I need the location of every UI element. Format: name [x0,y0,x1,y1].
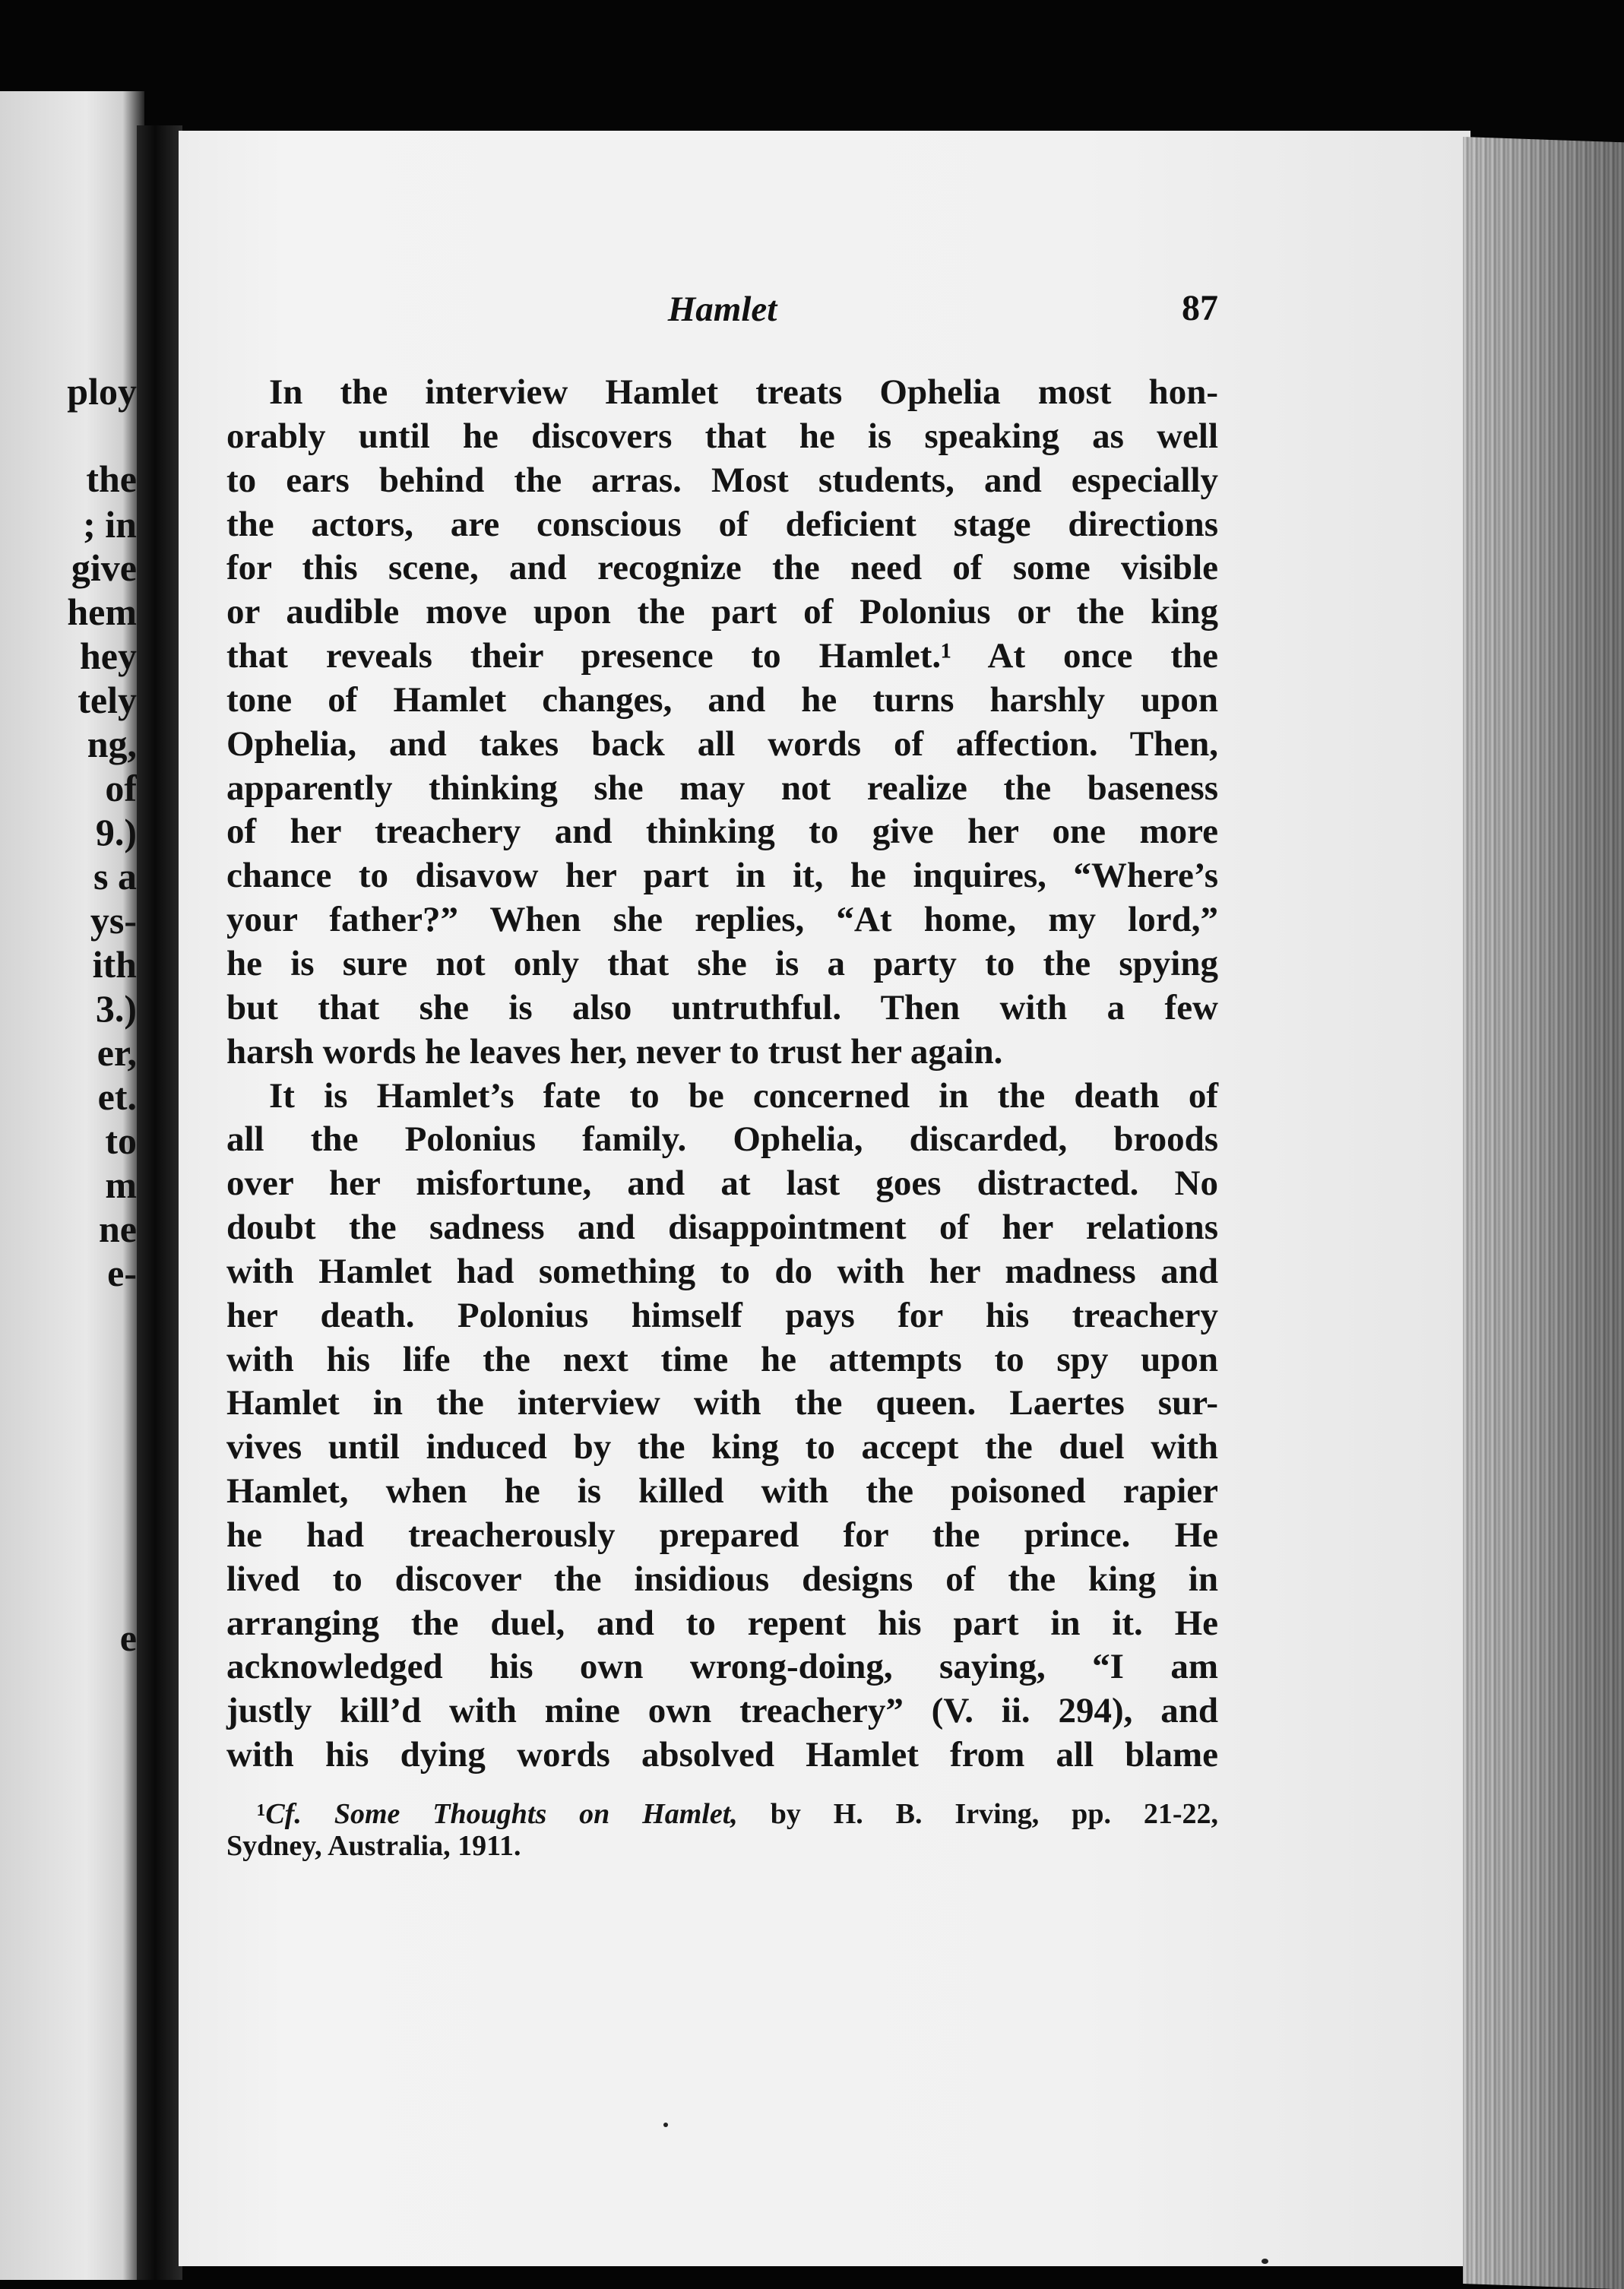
text-line: your father?” When she replies, “At home, my lord,” [226,900,1218,940]
text-line: acknowledged his own wrong-doing, saying, “I am [226,1647,1218,1687]
text-line: but that she is also untruthful. Then with a few [226,987,1218,1027]
body-text [226,371,1218,1778]
text-line: chance to disavow her part in it, he inquires, “Where’s [226,856,1218,896]
text-line: Ophelia, and takes back all words of affection. Then, [226,723,1218,764]
page-edges-shade [1463,137,1624,2289]
text-line: he had treacherously prepared for the prince. He [226,1515,1218,1555]
text-line: apparently thinking she may not realize the baseness [226,768,1218,808]
left-fragment: er, [97,1031,137,1074]
left-fragment: ploy [67,370,137,413]
text-line: her death. Polonius himself pays for his treachery [226,1295,1218,1335]
print-speck [1262,2259,1268,2264]
left-fragment: the [86,457,137,500]
footnote-line [226,1798,1218,1830]
page-number: 87 [1182,288,1218,328]
text-line: harsh words he leaves her, never to trust her again. [226,1031,1003,1072]
text-line: In the interview Hamlet treats Ophelia most hon- [269,372,1218,412]
left-fragment: hey [80,635,137,677]
text-line: of her treachery and thinking to give her one more [226,812,1218,852]
text-line: with his life the next time he attempts to spy upon [226,1339,1218,1379]
left-fragment: m [105,1163,137,1206]
text-line: over her misfortune, and at last goes distracted. No [226,1163,1218,1204]
left-fragment: ; in [83,503,137,546]
left-fragment: hem [67,590,137,633]
left-fragment: ys- [90,899,137,942]
book-gutter [137,125,182,2280]
left-fragment: e- [107,1252,137,1294]
text-line: or audible move upon the part of Polonius or the king [226,592,1218,632]
text-line: the actors, are conscious of deficient stage directions [226,504,1218,544]
left-fragment: tely [78,679,137,721]
footnote-book-title: Some Thoughts on Hamlet, [334,1798,738,1830]
text-line: justly kill’d with mine own treachery” (V. ii. 294), and [226,1691,1218,1731]
text-line: It is Hamlet’s fate to be concerned in the death of [269,1075,1218,1116]
text-line: vives until induced by the king to accept the duel with [226,1427,1218,1467]
footnote-marker: ¹ [257,1798,266,1830]
left-fragment: ith [92,943,137,986]
footnote-citation: by H. B. Irving, pp. 21-22, [770,1798,1219,1830]
text-line: lived to discover the insidious designs of the king in [226,1559,1218,1599]
left-fragment: s a [93,855,137,898]
left-fragment: et. [97,1075,137,1118]
text-line: he is sure not only that she is a party to the spying [226,943,1218,983]
text-line: that reveals their presence to Hamlet.¹ At once the [226,636,1218,676]
left-fragment: 9.) [95,811,137,853]
text-line: all the Polonius family. Ophelia, discarded, broods [226,1119,1218,1160]
text-line: Hamlet in the interview with the queen. Laertes sur- [226,1383,1218,1423]
text-line: orably until he discovers that he is speaking as well [226,416,1218,456]
running-head-title: Hamlet [667,290,777,329]
left-fragment: give [71,546,137,589]
left-fragment: ng, [87,723,137,765]
text-line: Hamlet, when he is killed with the poisoned rapier [226,1471,1218,1512]
left-fragment: 3.) [95,987,137,1030]
text-line: to ears behind the arras. Most students, and especially [226,460,1218,500]
footnote [226,1798,1218,1862]
left-fragment: ne [99,1208,137,1250]
left-fragment: to [105,1119,137,1162]
left-fragment: of [105,767,137,809]
left-facing-page [0,91,144,2280]
print-speck [663,2123,668,2127]
text-line: with Hamlet had something to do with her madness and [226,1251,1218,1291]
footnote-line: Sydney, Australia, 1911. [226,1830,521,1862]
text-line: doubt the sadness and disappointment of her relations [226,1208,1218,1248]
text-line: tone of Hamlet changes, and he turns harshly upon [226,679,1218,720]
text-line: for this scene, and recognize the need of some visible [226,548,1218,588]
footnote-cf: Cf. [265,1798,302,1830]
running-head [226,289,1218,334]
text-line: arranging the duel, and to repent his part in it. He [226,1603,1218,1643]
left-fragment: e [119,1616,137,1659]
text-line: with his dying words absolved Hamlet from all blame [226,1735,1218,1775]
